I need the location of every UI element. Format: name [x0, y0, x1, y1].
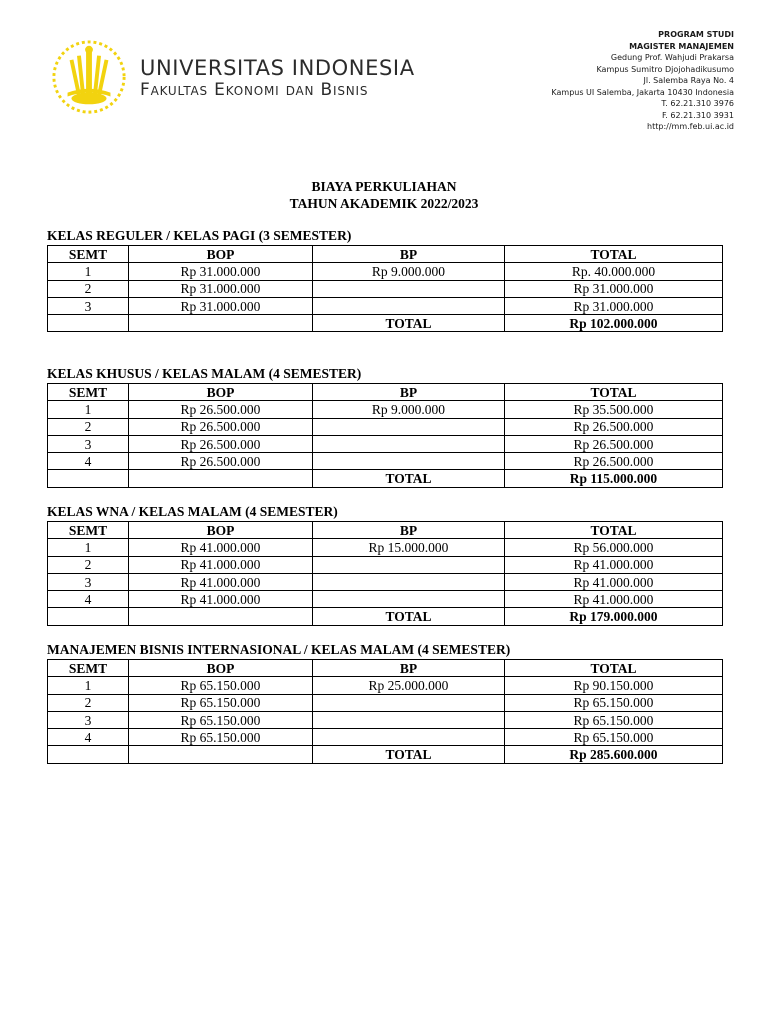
contact-block: [551, 29, 734, 133]
table-row: [48, 694, 723, 711]
university-logo: [50, 38, 128, 116]
total-label: TOTAL: [313, 608, 505, 625]
table-row: [48, 418, 723, 435]
table-row: [48, 453, 723, 470]
table-cell: 4: [48, 453, 129, 470]
table-cell: [313, 556, 505, 573]
contact-line: http://mm.feb.ui.ac.id: [647, 122, 734, 131]
table-cell: [313, 591, 505, 608]
total-value: Rp 102.000.000: [505, 315, 723, 332]
column-header: TOTAL: [505, 246, 723, 263]
table-cell: Rp 26.500.000: [129, 453, 313, 470]
total-label: TOTAL: [313, 470, 505, 487]
total-label: TOTAL: [313, 315, 505, 332]
total-label: TOTAL: [313, 746, 505, 763]
table-row: [48, 677, 723, 694]
table-cell: [313, 435, 505, 452]
table-cell: [313, 280, 505, 297]
table-row: [48, 729, 723, 746]
table-row: [48, 591, 723, 608]
document-subtitle: TAHUN AKADEMIK 2022/2023: [289, 196, 479, 211]
column-header: SEMT: [48, 246, 129, 263]
table-row: [48, 539, 723, 556]
table-cell: Rp 9.000.000: [313, 401, 505, 418]
total-row: [48, 315, 723, 332]
table-cell: 3: [48, 573, 129, 590]
table-cell: 1: [48, 263, 129, 280]
table-cell: Rp 25.000.000: [313, 677, 505, 694]
table-row: [48, 556, 723, 573]
table-cell: Rp 90.150.000: [505, 677, 723, 694]
contact-line: MAGISTER MANAJEMEN: [629, 41, 734, 51]
table-cell: Rp 31.000.000: [505, 297, 723, 314]
table-cell: Rp 65.150.000: [129, 677, 313, 694]
table-row: [48, 280, 723, 297]
contact-line: T. 62.21.310 3976: [661, 99, 734, 108]
table-cell: [313, 573, 505, 590]
table-row: [48, 297, 723, 314]
table-header-row: [48, 522, 723, 539]
table-cell: [313, 453, 505, 470]
university-name: UNIVERSITAS INDONESIA: [140, 56, 415, 80]
table-cell: 3: [48, 297, 129, 314]
contact-line: Gedung Prof. Wahjudi Prakarsa: [610, 53, 734, 62]
table-cell: Rp 65.150.000: [129, 729, 313, 746]
column-header: SEMT: [48, 660, 129, 677]
table-cell: Rp 41.000.000: [129, 573, 313, 590]
column-header: BOP: [129, 522, 313, 539]
table-cell: 2: [48, 694, 129, 711]
section-heading: MANAJEMEN BISNIS INTERNASIONAL / KELAS MALAM (4 SEMESTER): [47, 642, 511, 657]
table-cell: Rp 65.150.000: [505, 694, 723, 711]
column-header: SEMT: [48, 522, 129, 539]
table-cell: 2: [48, 418, 129, 435]
column-header: TOTAL: [505, 522, 723, 539]
table-cell: Rp 65.150.000: [129, 694, 313, 711]
faculty-name: Fakultas Ekonomi dan Bisnis: [140, 80, 369, 100]
table-cell: 1: [48, 539, 129, 556]
total-value: Rp 115.000.000: [505, 470, 723, 487]
section-heading: KELAS REGULER / KELAS PAGI (3 SEMESTER): [47, 228, 352, 243]
table-cell: Rp 41.000.000: [129, 556, 313, 573]
table-cell: [313, 297, 505, 314]
column-header: BP: [313, 522, 505, 539]
contact-line: Jl. Salemba Raya No. 4: [643, 76, 734, 85]
table-cell: [313, 729, 505, 746]
contact-line: F. 62.21.310 3931: [661, 110, 734, 120]
table-cell: Rp 26.500.000: [505, 453, 723, 470]
table-cell: 3: [48, 435, 129, 452]
table-cell: 4: [48, 729, 129, 746]
total-value: Rp 285.600.000: [505, 746, 723, 763]
table-cell: 1: [48, 677, 129, 694]
table-cell: 2: [48, 280, 129, 297]
table-cell: Rp 35.500.000: [505, 401, 723, 418]
table-header-row: [48, 246, 723, 263]
column-header: BP: [313, 384, 505, 401]
table-cell: Rp. 40.000.000: [505, 263, 723, 280]
fee-table: [47, 521, 723, 626]
fee-table: [47, 245, 723, 332]
table-cell: Rp 65.150.000: [505, 711, 723, 728]
total-row: [48, 470, 723, 487]
table-cell: Rp 65.150.000: [129, 711, 313, 728]
total-row: [48, 746, 723, 763]
column-header: BOP: [129, 384, 313, 401]
table-header-row: [48, 660, 723, 677]
total-value: Rp 179.000.000: [505, 608, 723, 625]
table-cell: [129, 470, 313, 487]
section-heading: KELAS WNA / KELAS MALAM (4 SEMESTER): [47, 504, 338, 519]
total-row: [48, 608, 723, 625]
table-cell: [48, 746, 129, 763]
table-cell: Rp 26.500.000: [129, 401, 313, 418]
table-cell: Rp 31.000.000: [129, 263, 313, 280]
table-header-row: [48, 384, 723, 401]
table-cell: [48, 315, 129, 332]
table-cell: Rp 31.000.000: [505, 280, 723, 297]
table-cell: Rp 41.000.000: [505, 573, 723, 590]
table-cell: Rp 31.000.000: [129, 297, 313, 314]
table-cell: Rp 26.500.000: [505, 418, 723, 435]
fee-table: [47, 383, 723, 488]
table-cell: Rp 41.000.000: [505, 556, 723, 573]
column-header: BOP: [129, 246, 313, 263]
table-row: [48, 573, 723, 590]
table-cell: Rp 26.500.000: [129, 418, 313, 435]
table-row: [48, 711, 723, 728]
table-cell: [313, 711, 505, 728]
table-row: [48, 435, 723, 452]
contact-line: PROGRAM STUDI: [658, 30, 734, 39]
table-cell: [129, 746, 313, 763]
table-cell: Rp 31.000.000: [129, 280, 313, 297]
table-cell: Rp 41.000.000: [129, 539, 313, 556]
table-cell: 2: [48, 556, 129, 573]
table-cell: Rp 26.500.000: [505, 435, 723, 452]
table-cell: Rp 56.000.000: [505, 539, 723, 556]
table-cell: Rp 41.000.000: [129, 591, 313, 608]
contact-line: Kampus UI Salemba, Jakarta 10430 Indonesia: [551, 87, 734, 97]
table-row: [48, 263, 723, 280]
column-header: BP: [313, 246, 505, 263]
document-title: BIAYA PERKULIAHAN: [311, 179, 457, 194]
table-cell: [129, 608, 313, 625]
column-header: TOTAL: [505, 384, 723, 401]
column-header: BP: [313, 660, 505, 677]
table-row: [48, 401, 723, 418]
table-cell: [313, 418, 505, 435]
table-cell: [48, 470, 129, 487]
table-cell: Rp 9.000.000: [313, 263, 505, 280]
table-cell: [313, 694, 505, 711]
contact-line: Kampus Sumitro Djojohadikusumo: [596, 64, 734, 74]
fee-table: [47, 659, 723, 764]
table-cell: [129, 315, 313, 332]
table-cell: 3: [48, 711, 129, 728]
section-heading: KELAS KHUSUS / KELAS MALAM (4 SEMESTER): [47, 366, 362, 381]
table-cell: Rp 26.500.000: [129, 435, 313, 452]
table-cell: 1: [48, 401, 129, 418]
column-header: SEMT: [48, 384, 129, 401]
table-cell: Rp 41.000.000: [505, 591, 723, 608]
table-cell: Rp 65.150.000: [505, 729, 723, 746]
table-cell: Rp 15.000.000: [313, 539, 505, 556]
table-cell: 4: [48, 591, 129, 608]
column-header: BOP: [129, 660, 313, 677]
column-header: TOTAL: [505, 660, 723, 677]
table-cell: [48, 608, 129, 625]
